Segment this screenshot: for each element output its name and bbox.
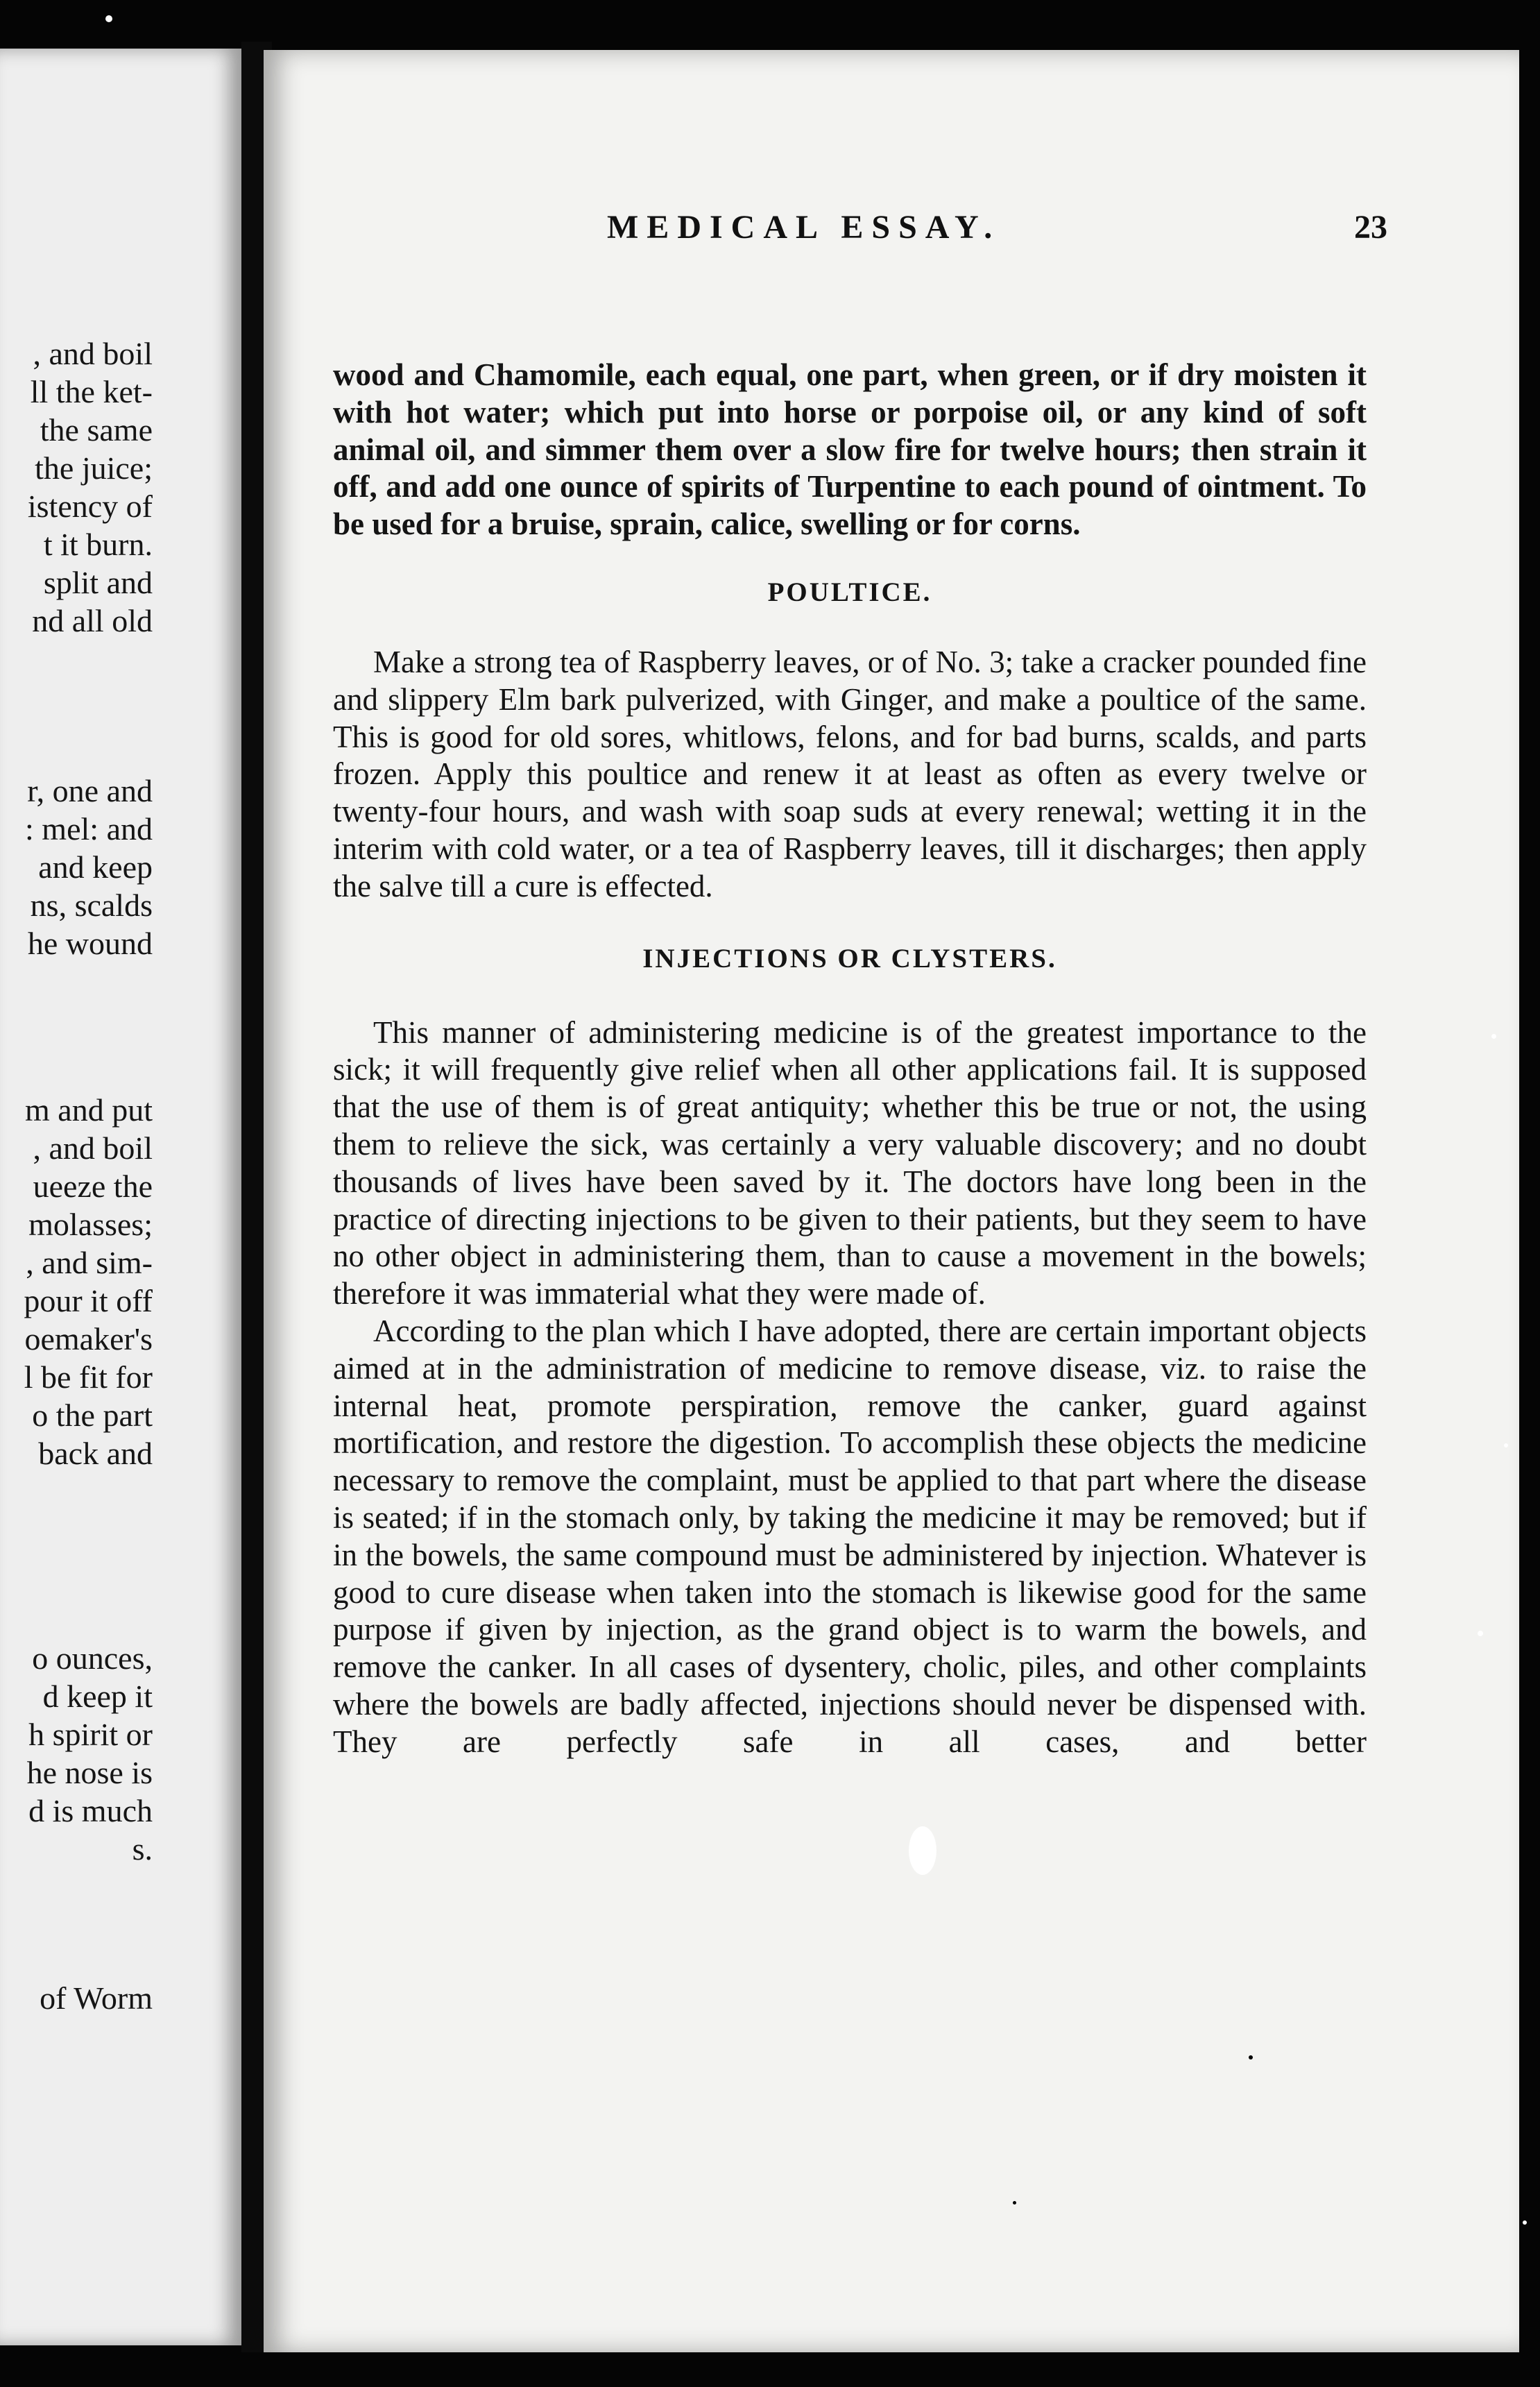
intro-paragraph: wood and Chamomile, each equal, one part, when green, or if dry moisten it with hot water; which put into horse or porpoise oil, or any kind of soft animal oil, and simmer them over a slow fire for twelve hours; then strain it off, and add one ounce of spirits of Turpentine to each pound of ointment. To be used for a bruise, sprain, calice, swelling or for corns.: [333, 357, 1367, 542]
left-page-line: m and put: [25, 1092, 153, 1128]
left-page-line: o the part: [32, 1398, 153, 1433]
left-page-line: d keep it: [42, 1679, 153, 1714]
running-head: [264, 208, 1519, 264]
injections-paragraph-1: This manner of administering medicine is of the greatest importance to the sick; it will frequently give relief when all other applications fail. It is supposed that the use of them is of great antiquity; whether this be true or not, the using them to relieve the sick, was certainly a very valuable discovery; and no doubt thousands of lives have been saved by it. The doctors have long been in the practice of directing injections to be given to their patients, but they seem to have no other object in administering them, than to cause a movement in the bowels; therefore it was immaterial what they were made of.: [333, 1014, 1367, 1311]
injections-paragraph-2: According to the plan which I have adopted, there are certain important objects aimed at in the administration of medicine to remove disease, viz. to raise the internal heat, promote perspiration, remove the canker, guard against mortification, and restore the digestion. To accomplish these objects the medicine necessary to remove the complaint, must be applied to that part where the disease is seated; if in the stomach only, by taking the medicine it may be removed; but if in the bowels, the same compound must be administered by injection. Whatever is good to cure disease when taken into the stomach is likewise good for the same purpose if given by injection, as the grand object is to warm the bowels, and remove the canker. In all cases of dysentery, cholic, piles, and other complaints where the bowels are badly affected, injections should never be dispensed with. They are perfectly safe in all cases, and better: [333, 1313, 1367, 1759]
left-page-line: istency of: [27, 489, 153, 524]
left-page-line: , and sim-: [26, 1245, 153, 1280]
left-page-line: he nose is: [26, 1755, 153, 1790]
poultice-paragraph: Make a strong tea of Raspberry leaves, or of No. 3; take a cracker pounded fine and slippery Elm bark pulverized, with Ginger, and make a poultice of the same. This is good for old sores, whitlows, felons, and for bad burns, scalds, and parts frozen. Apply this poultice and renew it at least as often as every twelve or twenty-four hours, and wash with soap suds at every renewal; wetting it in the interim with cold water, or a tea of Raspberry leaves, till it discharges; then apply the salve till a cure is effected.: [333, 644, 1367, 903]
dust-speck: [1491, 1034, 1496, 1039]
page-number: 23: [1354, 209, 1387, 246]
dust-speck: [105, 15, 112, 22]
left-page-line: split and: [43, 565, 153, 600]
left-page-line: back and: [38, 1436, 153, 1471]
left-page-line: : mel: and: [25, 811, 153, 847]
left-page-line: oemaker's: [24, 1321, 153, 1357]
left-page-line: o ounces,: [32, 1640, 153, 1676]
left-page-line: h spirit or: [28, 1717, 153, 1752]
left-page-line: the same: [40, 412, 153, 448]
left-page-line: molasses;: [28, 1207, 153, 1242]
left-page-line: s.: [132, 1831, 153, 1867]
dust-speck: [1478, 1631, 1483, 1636]
dust-speck: [1013, 2201, 1016, 2205]
left-facing-page: [0, 49, 241, 2345]
left-page-line: the juice;: [35, 450, 153, 486]
section-heading-poultice: POULTICE.: [767, 577, 932, 607]
left-page-line: r, one and: [27, 773, 153, 808]
dust-speck: [1523, 2220, 1527, 2225]
left-page-line: of Worm: [40, 1980, 153, 2016]
dust-speck: [1249, 2055, 1253, 2059]
left-page-line: nd all old: [32, 603, 153, 638]
left-page-line: ns, scalds: [30, 887, 153, 923]
left-page-line: ueeze the: [33, 1169, 153, 1204]
left-page-line: d is much: [28, 1793, 153, 1828]
left-page-line: he wound: [27, 926, 153, 961]
scan-blot: [909, 1826, 936, 1875]
left-page-line: ll the ket-: [30, 374, 153, 409]
dust-speck: [1504, 1443, 1508, 1447]
book-page: [264, 50, 1519, 2352]
left-page-line: , and boil: [33, 336, 153, 371]
page-body: [333, 357, 1367, 1761]
section-heading-injections: INJECTIONS OR CLYSTERS.: [642, 943, 1057, 974]
left-page-line: t it burn.: [43, 527, 153, 562]
left-page-line: l be fit for: [24, 1359, 153, 1395]
left-page-line: pour it off: [24, 1283, 153, 1318]
left-page-line: , and boil: [33, 1130, 153, 1166]
left-page-line: and keep: [38, 849, 153, 885]
running-title: MEDICAL ESSAY.: [607, 209, 1001, 246]
